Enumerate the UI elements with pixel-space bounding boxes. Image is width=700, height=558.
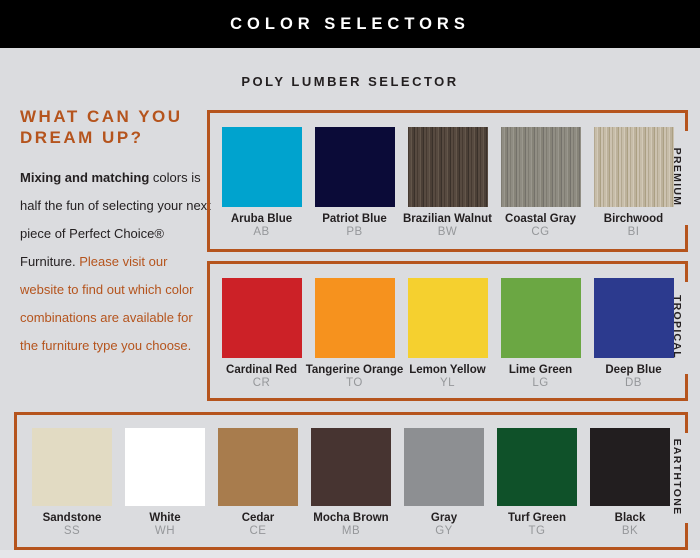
premium-swatch-row [210,113,685,238]
color-chip-turf-green[interactable] [497,428,577,506]
swatch-name: Cedar [241,512,275,524]
swatch-mocha-brown[interactable] [311,428,391,537]
swatch-name: Black [614,512,646,524]
color-chip-gray[interactable] [404,428,484,506]
swatch-brazilian-walnut[interactable] [402,127,493,238]
intro-black-phrase: colors is half the fun of selecting your next piece of Perfect Choice® Furniture. [20,170,211,269]
swatch-name: Gray [430,512,458,524]
intro-orange-phrase: Please visit our website to find out which color combinations are available for the furniture type you choose. [20,254,194,353]
color-chip-cedar[interactable] [218,428,298,506]
color-chip-sandstone[interactable] [32,428,112,506]
swatch-code: CR [252,377,271,389]
swatch-name: Birchwood [603,213,664,225]
color-chip-coastal-gray[interactable] [501,127,581,207]
intro-panel [20,106,214,360]
intro-paragraph [20,164,214,360]
swatch-black[interactable] [590,428,670,537]
swatch-sandstone[interactable] [32,428,112,537]
swatch-name: Brazilian Walnut [402,213,493,225]
swatch-code: WH [154,525,176,537]
border-gap [685,282,688,374]
color-chip-white[interactable] [125,428,205,506]
swatch-code: CE [249,525,267,537]
swatch-code: PB [346,226,363,238]
swatch-name: Turf Green [508,512,566,524]
intro-heading-line-2: DREAM UP? [20,128,144,147]
group-label-premium: PREMIUM [671,147,683,207]
swatch-cedar[interactable] [218,428,298,537]
intro-heading-line-1: WHAT CAN YOU [20,107,183,126]
page-title: COLOR SELECTORS [230,14,470,33]
swatch-coastal-gray[interactable] [501,127,581,238]
swatch-code: TG [528,525,546,537]
color-chip-lemon-yellow[interactable] [408,278,488,358]
swatch-lemon-yellow[interactable] [408,278,488,389]
color-chip-black[interactable] [590,428,670,506]
tropical-swatch-row [210,264,685,389]
swatch-code: BI [627,226,640,238]
swatch-birchwood[interactable] [594,127,674,238]
swatch-name: Lime Green [508,364,573,376]
swatch-turf-green[interactable] [497,428,577,537]
swatch-name: Coastal Gray [505,213,576,225]
swatch-cardinal-red[interactable] [222,278,302,389]
swatch-name: Patriot Blue [322,213,387,225]
swatch-patriot-blue[interactable] [315,127,395,238]
group-label-earthtone: EARTHTONE [671,438,683,516]
swatch-code: LG [532,377,549,389]
swatch-code: DB [625,377,642,389]
swatch-code: YL [439,377,456,389]
swatch-name: Tangerine Orange [305,364,404,376]
swatch-code: TO [346,377,363,389]
swatch-tangerine-orange[interactable] [305,278,404,389]
swatch-code: CG [531,226,550,238]
color-chip-aruba-blue[interactable] [222,127,302,207]
group-label-tropical: TROPICAL [671,294,683,360]
color-chip-brazilian-walnut[interactable] [408,127,488,207]
swatch-code: SS [63,525,81,537]
swatch-code: BK [621,525,639,537]
earthtone-group-box [14,412,688,550]
intro-heading [20,106,214,148]
swatch-name: Mocha Brown [313,512,389,524]
intro-bold-phrase: Mixing and matching [20,170,150,185]
swatch-name: Cardinal Red [226,364,297,376]
swatch-name: Aruba Blue [230,213,293,225]
swatch-code: GY [435,525,453,537]
swatch-code: BW [437,226,458,238]
earthtone-swatch-row [17,415,685,537]
border-gap [685,131,688,225]
swatch-code: MB [341,525,361,537]
footer-strip [0,550,700,558]
premium-group-box [207,110,688,252]
swatch-name: Sandstone [42,512,102,524]
swatch-name: Deep Blue [605,364,662,376]
swatch-deep-blue[interactable] [594,278,674,389]
color-chip-tangerine-orange[interactable] [315,278,395,358]
color-chip-birchwood[interactable] [594,127,674,207]
header-bar [0,0,700,48]
swatch-name: White [149,512,181,524]
color-chip-patriot-blue[interactable] [315,127,395,207]
swatch-white[interactable] [125,428,205,537]
swatch-gray[interactable] [404,428,484,537]
swatch-code: AB [253,226,270,238]
color-chip-lime-green[interactable] [501,278,581,358]
swatch-lime-green[interactable] [501,278,581,389]
tropical-group-box [207,261,688,401]
color-chip-mocha-brown[interactable] [311,428,391,506]
swatch-aruba-blue[interactable] [222,127,302,238]
section-title: POLY LUMBER SELECTOR [241,74,459,89]
swatch-name: Lemon Yellow [409,364,486,376]
border-gap [685,433,688,523]
color-chip-cardinal-red[interactable] [222,278,302,358]
color-chip-deep-blue[interactable] [594,278,674,358]
